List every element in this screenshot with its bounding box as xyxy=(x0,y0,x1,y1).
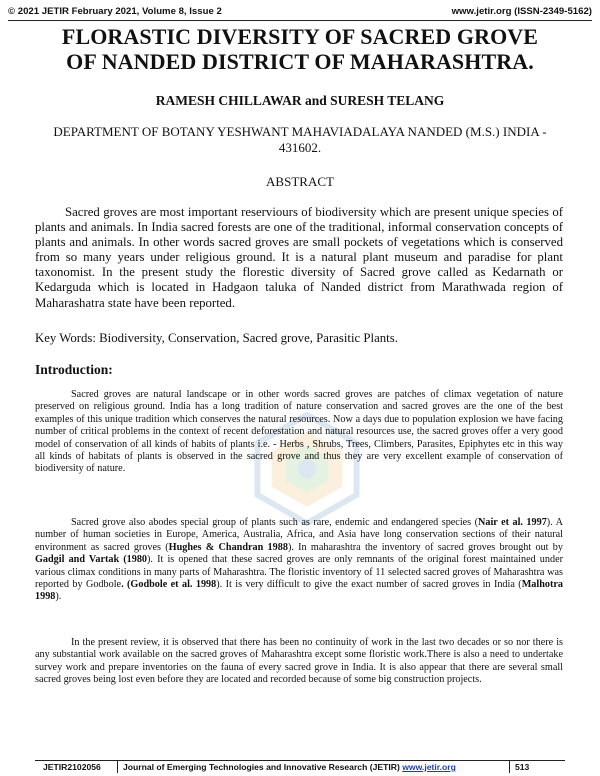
introduction-heading: Introduction: xyxy=(35,362,113,377)
footer-journal-name: Journal of Emerging Technologies and Innovative Research (JETIR) xyxy=(123,762,403,772)
text-span: ). A number of human societies in Europe, America, Australia, Africa, and Asia have long conservation sections of their natural environment as sacred groves ( xyxy=(35,517,563,553)
intro-paragraph-3: In the present review, it is observed that there has been no continuity of work in the last two decades or so nor there is any substantial work available on the sacred groves of Maharashtra except some floristic work.There is also a need to undertake survey work and prepare inventories on the fauna of every sacred grove in India. It is also appear that there are several small sacred groves being lost even before they are located and recorded because of some big construction projects. xyxy=(35,637,563,686)
affiliation: DEPARTMENT OF BOTANY YESHWANT MAHAVIADALAYA NANDED (M.S.) INDIA - 431602. xyxy=(53,124,547,155)
running-footer xyxy=(35,762,565,774)
header-website-issn: www.jetir.org (ISSN-2349-5162) xyxy=(451,6,592,17)
text-span: Sacred grove also abodes special group of plants such as rare, endemic and endangered species ( xyxy=(71,517,479,528)
text-span: ). In maharashtra the inventory of sacred groves brought out by xyxy=(287,541,563,553)
text-span: ). It is opened that these sacred groves are only remnants of the original forest maintained under various climax conditions in many parts of Maharashtra. The floristic inventory of 11 selected sacred groves of Maharashtra was reported by Godbole xyxy=(35,554,564,591)
abstract-text: Sacred groves are most important reserviours of biodiversity which are present unique species of plants and animals. In India sacred forests are one of the traditional, informal conservation concepts of plants and animals. In other words sacred groves are small pockets of vegetations which is conserved from so many years under religious ground. It is a natural plant museum and paradise for plant taxonomist. In the present study the florestic diversity of Sacred grove called as Kedarnath or Kedarguda which is located in Hadgaon taluka of Nanded district from Marathwada region of Maharashatra state have been reported. xyxy=(35,205,563,310)
page-number: 513 xyxy=(515,762,530,772)
intro-paragraph-2 xyxy=(35,517,563,604)
running-header xyxy=(8,6,592,20)
title-line-1: FLORASTIC DIVERSITY OF SACRED GROVE xyxy=(61,24,539,49)
citation-ref: . (Godbole et al. 1998 xyxy=(121,579,217,591)
footer-divider xyxy=(117,760,118,773)
authors: RAMESH CHILLAWAR and SURESH TELANG xyxy=(155,93,445,108)
header-citation: © 2021 JETIR February 2021, Volume 8, Issue 2 xyxy=(8,6,222,17)
text-span: ). xyxy=(55,591,62,603)
citation-ref: Nair et al. 1997 xyxy=(478,517,547,528)
abstract-heading: ABSTRACT xyxy=(266,174,334,189)
citation-ref: Hughes & Chandran 1988 xyxy=(168,541,288,553)
footer-website-link[interactable]: www.jetir.org xyxy=(402,762,456,772)
paper-title xyxy=(0,24,600,74)
citation-ref: Malhotra 1998 xyxy=(35,579,563,603)
title-line-2: OF NANDED DISTRICT OF MAHARASHTRA. xyxy=(66,49,534,74)
text-span: ). It is very difficult to give the exact number of sacred groves in India ( xyxy=(216,579,522,591)
footer-journal xyxy=(123,762,456,772)
citation-ref: Gadgil and Vartak (1980 xyxy=(35,554,148,566)
header-rule xyxy=(8,20,592,21)
footer-paper-id: JETIR2102056 xyxy=(43,762,101,772)
keywords: Key Words: Biodiversity, Conservation, Sacred grove, Parasitic Plants. xyxy=(35,331,398,345)
intro-paragraph-1: Sacred groves are natural landscape or in other words sacred groves are patches of climax vegetation of nature preserved on religious ground. India has a long tradition of nature conservation and sacred groves are the one of the best examples of this unique tradition which conserves the natural resources. Now a days due to population explosion we have facing number of critical problems in the context of recent deforestation and natural resources use, the sacred groves offer a very good model of conservation of all kinds of habits of plants i.e. - Herbs , Shrubs, Trees, Climbers, Parasites, Epiphytes etc in this way all kinds of habitats of plants is observed in the sacred grove and thus they are very excellent example of conservation of biodiversity of nature. xyxy=(35,389,563,475)
footer-rule xyxy=(35,760,565,761)
footer-divider xyxy=(509,760,510,773)
